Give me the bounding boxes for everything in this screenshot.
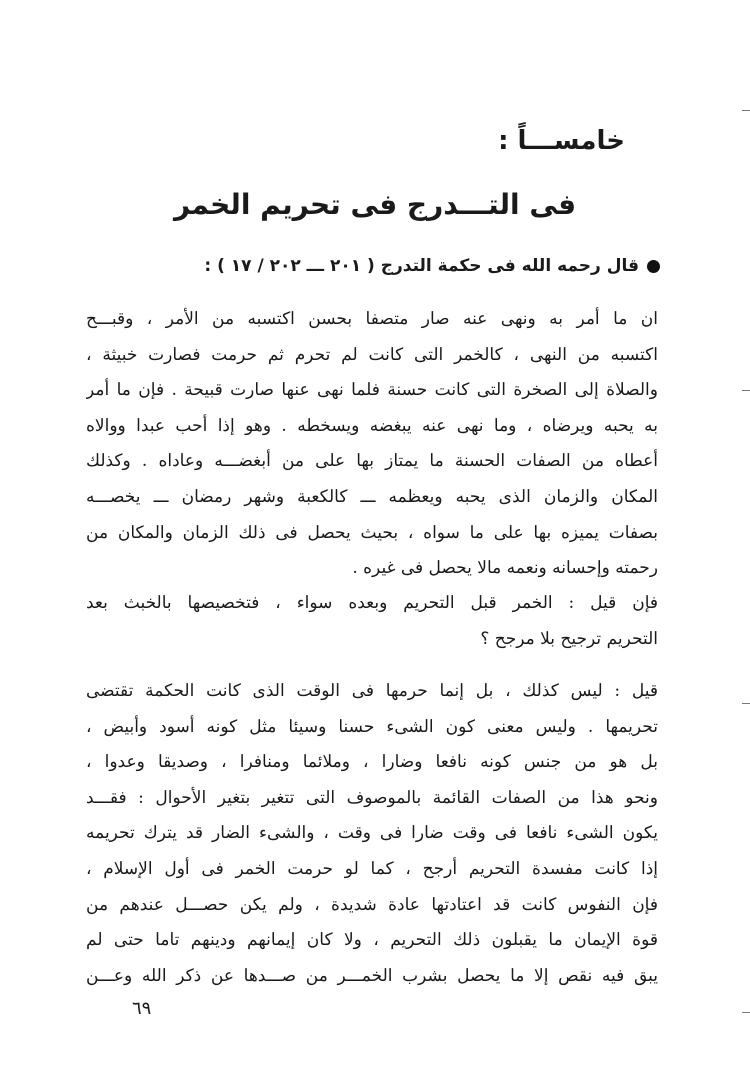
paragraph-line: بصفات يميزه بها على ما سواه ، بحيث يحصل فى ذلك الزمان والمكان من [86, 522, 658, 543]
paragraph-line: فإن النفوس كانت قد اعتادتها عادة شديدة ، ولم يكن حصـــل عندهم من [86, 894, 658, 915]
quote-intro-text: قال رحمه الله فى حكمة التدرج ( ٢٠١ ـــ ٢٠٢ / ١٧ ) : [204, 256, 639, 276]
paragraph-line: بل هو من جنس كونه نافعا وضارا ، وملائما ومنافرا ، وصديقا وعدوا ، [86, 752, 658, 773]
paragraph-line: قوة الإيمان ما يقبلون ذلك التحريم ، ولا كان إيمانهم ودينهم تاما حتى لم [86, 930, 658, 951]
chapter-title: فى التـــدرج فى تحريم الخمر [173, 188, 577, 221]
paragraph-line: تحريمها . وليس معنى كون الشىء حسنا وسيئا مثل كونه أسود وأبيض ، [86, 716, 658, 737]
paragraph-2 [86, 586, 658, 657]
paragraph-line: المكان والزمان الذى يحبه ويعظمه ـــ كالكعبة وشهر رمضان ـــ يخصـــه [86, 486, 658, 507]
margin-tick [742, 1012, 750, 1013]
paragraph-line: يكون الشىء نافعا فى وقت ضارا فى وقت ، والشىء الضار قد يترك تحريمه [86, 823, 658, 844]
quote-intro [90, 256, 660, 276]
paragraph-line: به يحبه ويرضاه ، وما نهى عنه يبغضه ويسخطه . وهو إذا أحب عبدا ووالاه [86, 415, 658, 436]
margin-tick [742, 703, 750, 704]
paragraph-line: اكتسبه من النهى ، كالخمر التى كانت لم تحرم ثم حرمت فصارت خبيثة ، [86, 344, 658, 365]
paragraph-3 [86, 674, 658, 994]
paragraph-line: يبق فيه نقص إلا ما يحصل بشرب الخمـــر من صـــدها عن ذكر الله وعـــن [86, 965, 658, 986]
paragraph-line: ان ما أمر به ونهى عنه صار متصفا بحسن اكتسبه من الأمر ، وقبـــح [86, 309, 658, 329]
page-number: ٦٩ [132, 998, 152, 1019]
paragraph-line: فإن قيل : الخمر قبل التحريم وبعده سواء ، فتخصيصها بالخبث بعد [86, 593, 658, 613]
bullet-icon [647, 260, 660, 273]
margin-tick [742, 110, 750, 111]
paragraph-line: ونحو هذا من الصفات القائمة بالموصوف التى تتغير بتغير الأحوال : فقـــد [86, 787, 658, 808]
paragraph-line: إذا كانت مفسدة التحريم أرجح ، كما لو حرمت الخمر فى أول الإسلام ، [86, 858, 658, 879]
paragraph-line: والصلاة إلى الصخرة التى كانت حسنة فلما نهى عنها صارت قبيحة . فإن ما أمر [86, 380, 658, 401]
paragraph-line: التحريم ترجيح بلا مرجح ؟ [480, 628, 658, 649]
paragraph-1 [86, 302, 658, 587]
margin-tick [742, 390, 750, 391]
paragraph-line: رحمته وإحسانه ونعمه مالا يحصل فى غيره . [352, 558, 658, 579]
paragraph-line: أعطاه من الصفات الحسنة ما يمتاز بها على من أبغضـــه وعاداه . وكذلك [86, 451, 658, 472]
section-label: خامســـاً : [498, 126, 625, 156]
paragraph-line: قيل : ليس كذلك ، بل إنما حرمها فى الوقت الذى كانت الحكمة تقتضى [86, 681, 658, 701]
